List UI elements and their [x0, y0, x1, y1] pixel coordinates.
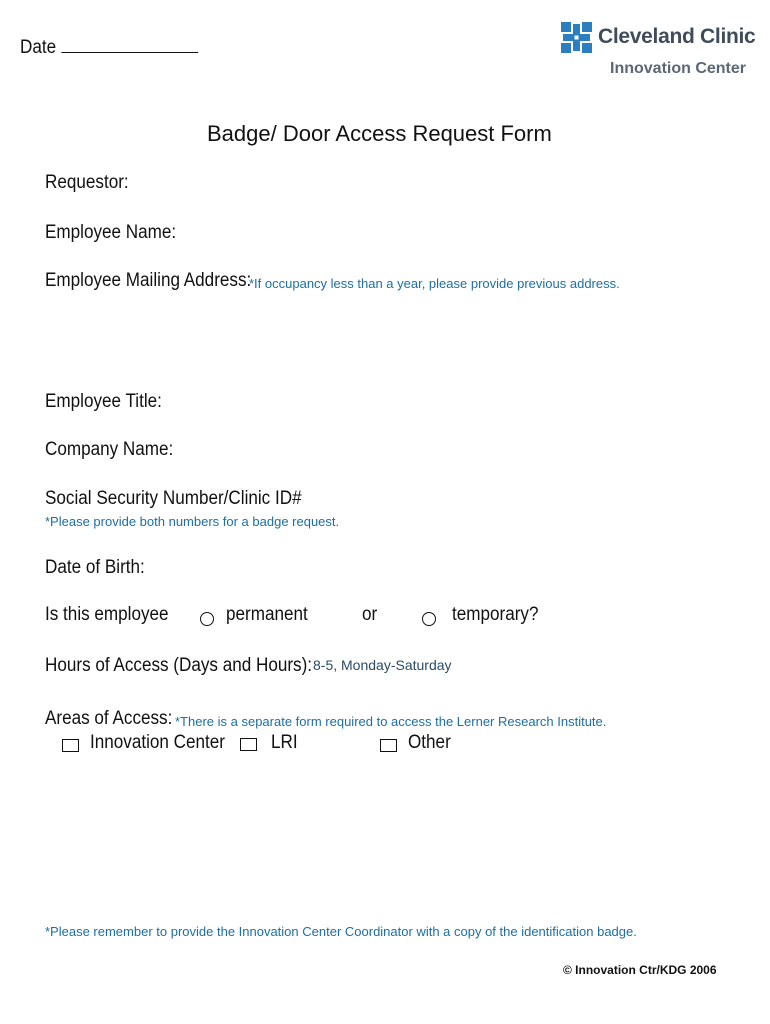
copyright: © Innovation Ctr/KDG 2006 [563, 963, 717, 977]
innovation-center-checkbox[interactable] [62, 737, 79, 755]
checkbox-icon[interactable] [62, 739, 79, 752]
permanent-radio[interactable] [200, 610, 214, 628]
radio-circle-icon[interactable] [422, 612, 436, 626]
checkbox-icon[interactable] [380, 739, 397, 752]
employee-name-label: Employee Name: [45, 222, 177, 243]
mailing-address-note: *If occupancy less than a year, please provide previous address. [249, 276, 620, 291]
company-name-label: Company Name: [45, 439, 174, 460]
temporary-option-label: temporary? [452, 604, 539, 625]
lri-label: LRI [271, 732, 298, 753]
page-title: Badge/ Door Access Request Form [207, 121, 552, 146]
ssn-label: Social Security Number/Clinic ID# [45, 488, 302, 509]
mailing-address-label: Employee Mailing Address: [45, 270, 252, 291]
cleveland-clinic-logo-icon [561, 22, 592, 53]
date-input-line[interactable] [62, 36, 199, 53]
requestor-label: Requestor: [45, 172, 129, 193]
employee-title-label: Employee Title: [45, 391, 162, 412]
radio-circle-icon[interactable] [200, 612, 214, 626]
dob-label: Date of Birth: [45, 557, 145, 578]
employee-type-label: Is this employee [45, 604, 169, 625]
areas-label: Areas of Access: [45, 708, 173, 729]
other-label: Other [408, 732, 451, 753]
areas-note: *There is a separate form required to access the Lerner Research Institute. [175, 714, 607, 729]
permanent-option-label: permanent [226, 604, 308, 625]
other-checkbox[interactable] [380, 737, 397, 755]
checkbox-icon[interactable] [240, 738, 257, 751]
ssn-note: *Please provide both numbers for a badge request. [45, 514, 340, 529]
hours-label: Hours of Access (Days and Hours): [45, 655, 313, 676]
logo-subtitle: Innovation Center [610, 60, 747, 77]
temporary-radio[interactable] [422, 610, 436, 628]
logo-name: Cleveland Clinic [598, 25, 756, 48]
date-label: Date [20, 37, 57, 58]
innovation-center-label: Innovation Center [90, 732, 225, 753]
reminder-note: *Please remember to provide the Innovation Center Coordinator with a copy of the identification badge. [45, 924, 637, 939]
hours-value[interactable]: 8-5, Monday-Saturday [313, 657, 452, 673]
lri-checkbox[interactable] [240, 736, 257, 754]
date-field[interactable] [20, 36, 198, 59]
or-text: or [362, 604, 378, 625]
